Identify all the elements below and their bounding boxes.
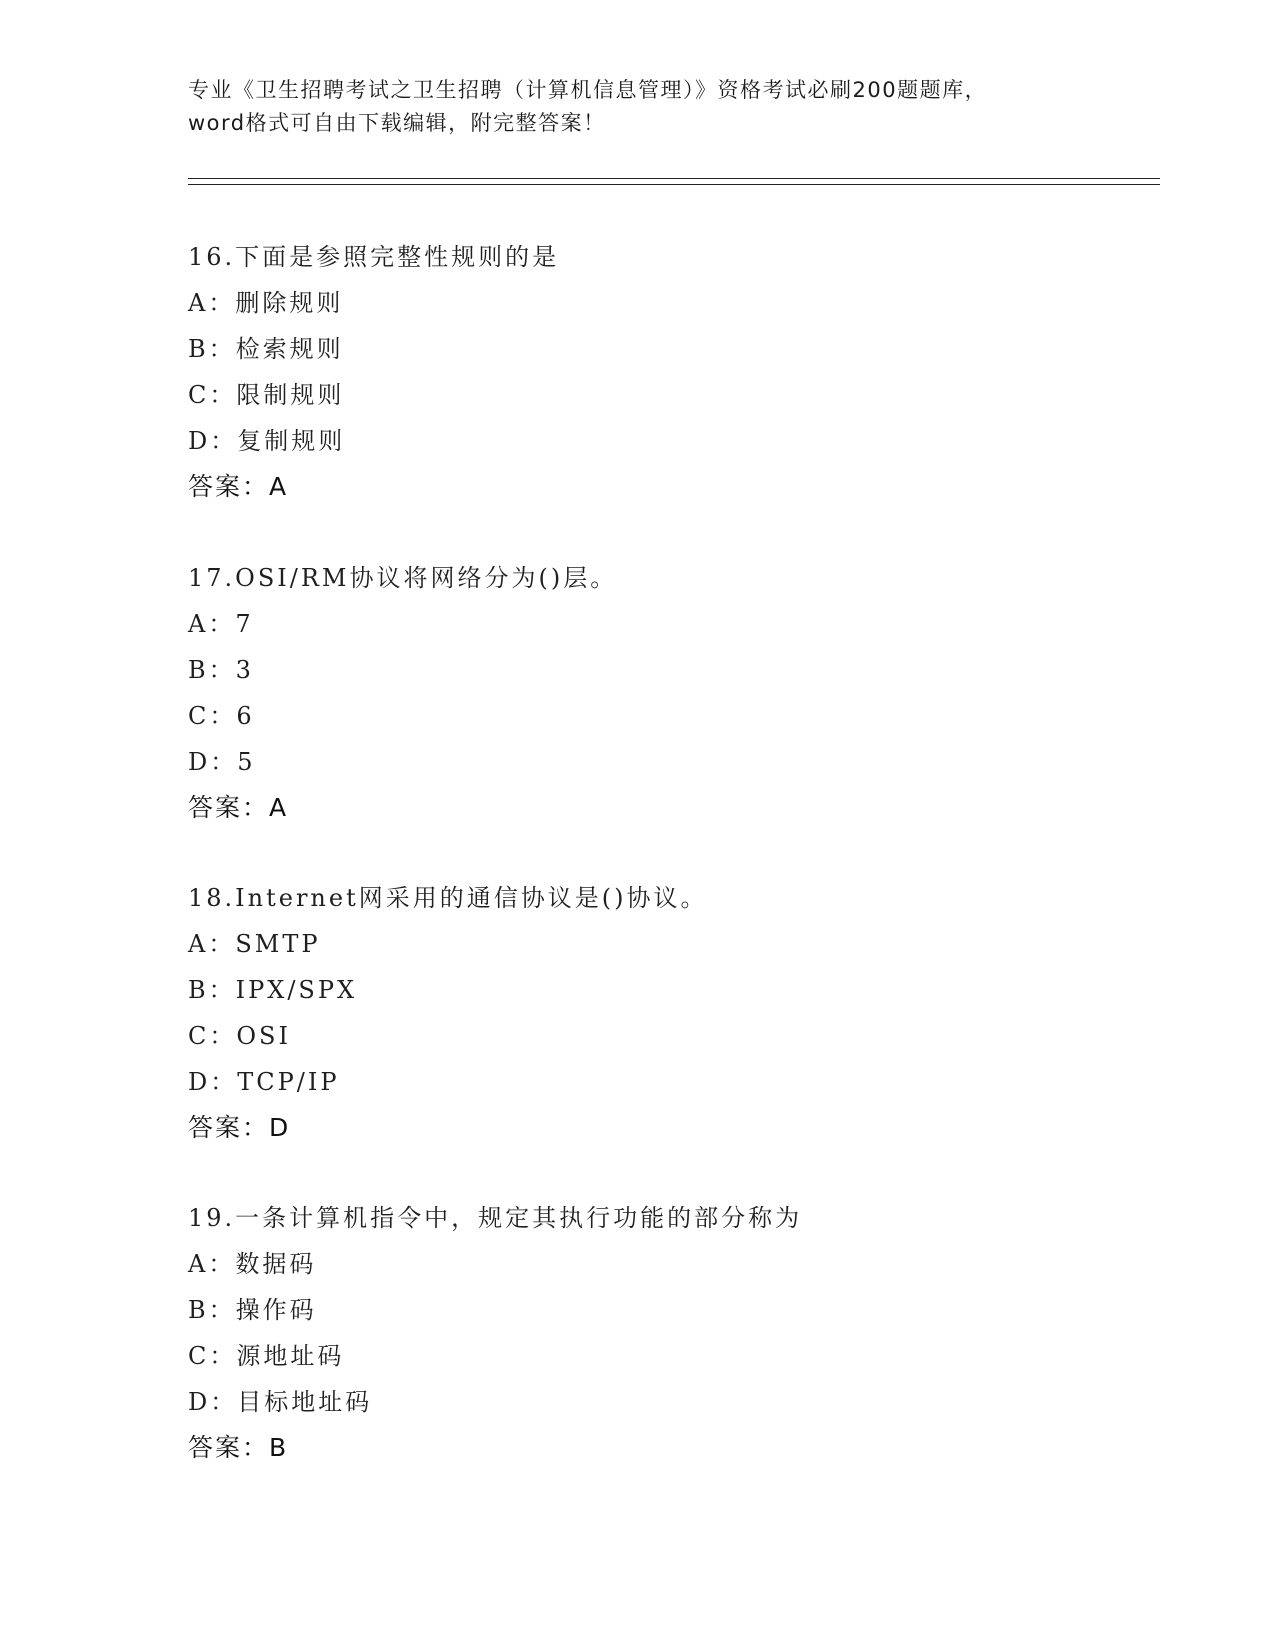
question-title: 19.一条计算机指令中，规定其执行功能的部分称为	[188, 1204, 803, 1232]
option-a: A：数据码	[188, 1250, 317, 1278]
option-c: C：限制规则	[188, 381, 345, 409]
answer: 答案：D	[188, 1113, 291, 1142]
header-divider-top	[188, 178, 1160, 179]
question-18	[188, 881, 1148, 1157]
answer: 答案：A	[188, 793, 289, 822]
option-a: A：7	[188, 610, 254, 638]
option-b: B：IPX/SPX	[188, 976, 358, 1004]
option-d: D：复制规则	[188, 427, 346, 455]
option-b: B：检索规则	[188, 335, 344, 363]
option-b: B：操作码	[188, 1296, 317, 1324]
option-d: D：TCP/IP	[188, 1068, 340, 1096]
option-d: D：5	[188, 748, 256, 776]
header-line-1: 专业《卫生招聘考试之卫生招聘（计算机信息管理）》资格考试必刷200题题库，	[188, 78, 988, 102]
answer: 答案：B	[188, 1433, 289, 1462]
question-19	[188, 1201, 1148, 1477]
document-header	[188, 74, 1088, 140]
header-line-2: word格式可自由下载编辑，附完整答案！	[188, 111, 606, 135]
question-title: 18.Internet网采用的通信协议是()协议。	[188, 884, 708, 912]
question-17	[188, 561, 1148, 837]
option-a: A：删除规则	[188, 289, 344, 317]
question-16	[188, 240, 1148, 516]
option-a: A：SMTP	[188, 930, 321, 958]
option-d: D：目标地址码	[188, 1388, 373, 1416]
question-title: 16.下面是参照完整性规则的是	[188, 243, 560, 271]
answer: 答案：A	[188, 472, 289, 501]
question-title: 17.OSI/RM协议将网络分为()层。	[188, 564, 618, 592]
option-b: B：3	[188, 656, 254, 684]
option-c: C：源地址码	[188, 1342, 345, 1370]
option-c: C：6	[188, 702, 255, 730]
option-c: C：OSI	[188, 1022, 291, 1050]
header-divider-bottom	[188, 184, 1160, 185]
